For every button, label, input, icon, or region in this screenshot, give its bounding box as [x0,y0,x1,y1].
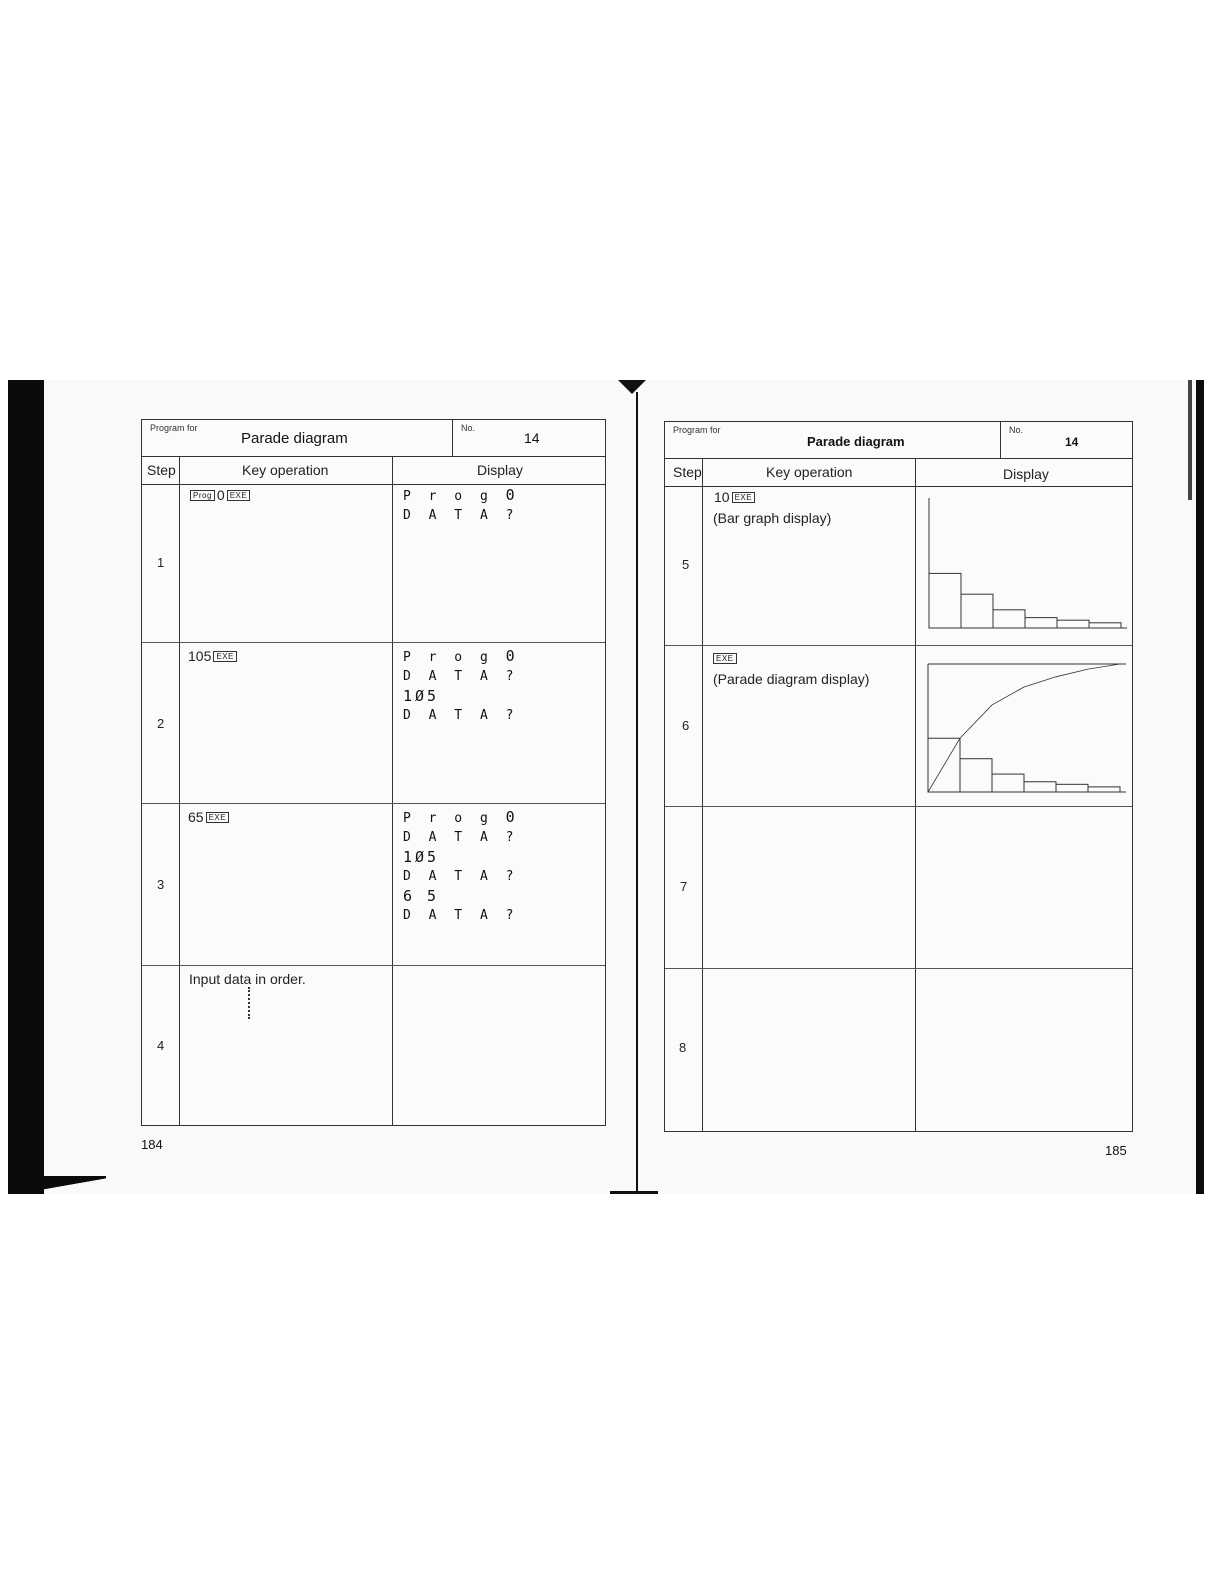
display-line: D A T A ? [403,908,519,924]
page-number: 185 [1105,1143,1127,1158]
display-line: 1Ø5 [403,686,440,705]
bar [961,594,993,628]
row-divider [665,968,1132,969]
column-divider [179,456,180,1125]
program-sheet [141,419,606,1126]
key-operation-note: (Parade diagram display) [713,671,870,687]
continuation-dots [248,987,252,1019]
calculator-display [403,808,518,925]
display-line: D A T A ? [403,869,519,885]
key-operation [714,489,757,505]
step-number: 7 [680,879,688,894]
display-line: P r o g 0 [403,808,518,826]
cumulative-line [928,664,1120,792]
program-number-label: No. [461,423,476,433]
key-value: 105 [188,648,212,664]
step-header: Step [673,464,702,480]
program-title: Parade diagram [241,430,348,447]
display-header: Display [477,462,523,478]
exe-key: EXE [206,812,230,823]
column-divider [915,458,916,1131]
display-line: D A T A ? [403,830,519,846]
left-page [141,419,606,1152]
display-line: 1Ø5 [403,847,440,866]
program-for-label: Program for [673,425,721,435]
program-number-cell [1000,422,1132,458]
key-operation-note: Input data in order. [189,971,306,987]
calculator-display [403,647,518,726]
bar-graph-display [927,498,1123,638]
gutter-notch-bottom [610,1191,658,1194]
key-operation [188,809,231,825]
title-bar [142,420,605,457]
key-operation-note: (Bar graph display) [713,510,832,526]
bar [1056,784,1088,792]
exe-key: EXE [732,492,756,503]
right-page [664,421,1133,1158]
step-number: 8 [679,1040,687,1055]
program-number: 14 [1065,435,1079,449]
exe-key: EXE [713,653,737,664]
key-operation [711,650,739,666]
key-value: 10 [714,489,730,505]
exe-key: EXE [213,651,237,662]
program-number-cell [452,420,605,456]
bar [1057,620,1089,628]
row-divider [142,642,605,643]
step-number: 3 [157,877,165,892]
program-number: 14 [524,430,540,446]
key-operation-header: Key operation [242,462,329,478]
program-sheet [664,421,1133,1132]
title-bar [665,422,1132,459]
bar [1089,623,1121,628]
step-number: 1 [157,555,165,570]
bar [929,573,961,628]
scan-edge-left [8,380,44,1194]
bar [1024,782,1056,792]
scan-edge-right-inner [1188,380,1192,500]
bar [960,759,992,792]
step-header: Step [147,462,176,478]
key-operation [188,648,239,664]
display-line: P r o g 0 [403,647,518,665]
scan-edge-right [1196,380,1204,1194]
program-for-label: Program for [150,423,198,433]
book-gutter [636,392,638,1192]
column-headers [142,456,605,485]
row-divider [665,806,1132,807]
bar [1025,618,1057,628]
display-header: Display [1003,466,1049,482]
exe-key: EXE [227,490,251,501]
step-number: 2 [157,716,165,731]
bar [992,774,1024,792]
step-number: 5 [682,557,690,572]
program-number-label: No. [1009,425,1024,435]
row-divider [665,645,1132,646]
step-number: 6 [682,718,690,733]
key-digit: 0 [216,487,225,503]
key-operation [188,487,252,503]
column-divider [392,456,393,1125]
column-divider [702,458,703,1131]
display-line: D A T A ? [403,508,519,524]
display-line: D A T A ? [403,708,519,724]
step-number: 4 [157,1038,165,1053]
bar [993,610,1025,628]
display-line: P r o g 0 [403,486,518,504]
parade-diagram-display [926,662,1122,796]
row-divider [142,965,605,966]
key-operation-header: Key operation [766,464,853,480]
column-headers [665,458,1132,487]
display-line: 6 5 [403,886,440,905]
display-line: D A T A ? [403,669,519,685]
row-divider [142,803,605,804]
scan-edge-left-tail [36,1176,106,1196]
calculator-display [403,486,518,526]
prog-key: Prog [190,490,215,501]
gutter-notch-top [618,380,646,394]
program-title: Parade diagram [807,434,905,449]
key-value: 65 [188,809,204,825]
page-number: 184 [141,1137,163,1152]
bar [1088,787,1120,792]
